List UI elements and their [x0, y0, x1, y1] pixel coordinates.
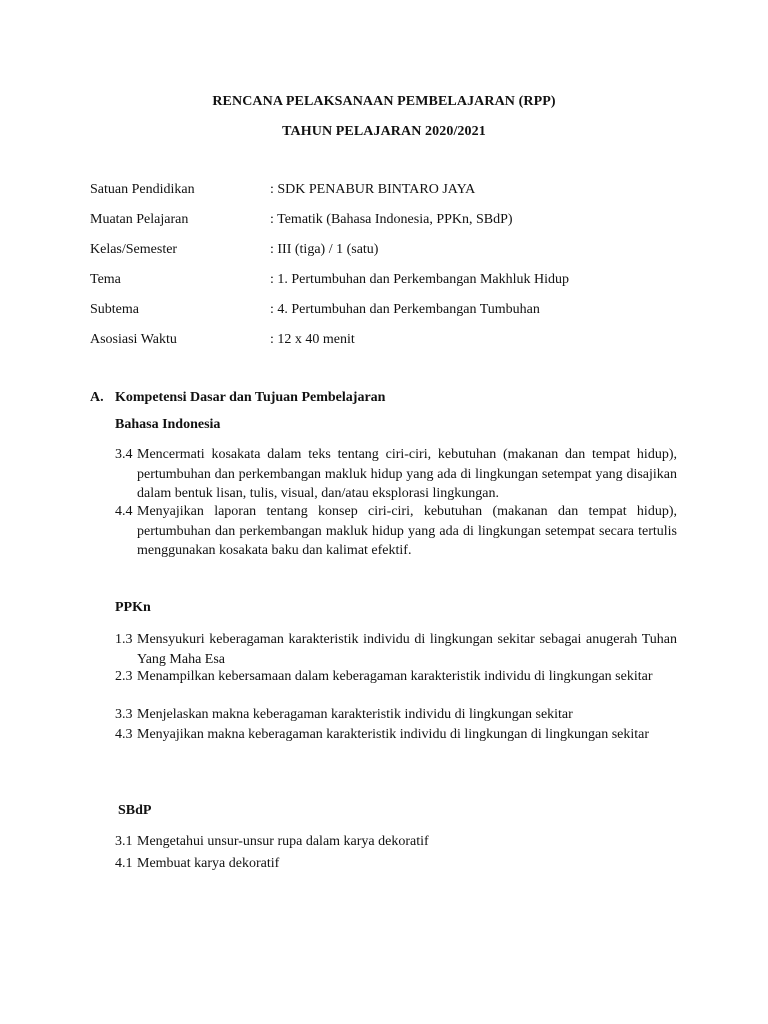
- info-label: Tema: [90, 272, 121, 287]
- competency-item: [115, 832, 677, 852]
- info-value: : SDK PENABUR BINTARO JAYA: [270, 182, 476, 197]
- competency-item: [115, 502, 677, 561]
- info-value: : 12 x 40 menit: [270, 332, 355, 347]
- info-label: Muatan Pelajaran: [90, 212, 189, 227]
- document-title: RENCANA PELAKSANAAN PEMBELAJARAN (RPP): [212, 94, 556, 109]
- info-label: Subtema: [90, 302, 139, 317]
- competency-text: Membuat karya dekoratif: [137, 856, 280, 871]
- info-label: Asosiasi Waktu: [90, 332, 177, 347]
- competency-item: [115, 630, 677, 669]
- competency-number: 4.1: [115, 856, 133, 871]
- info-row-kelas: [90, 242, 690, 262]
- competency-text: Mensyukuri keberagaman karakteristik individu di lingkungan sekitar sebagai anugerah Tuhan Yang Maha Esa: [137, 632, 677, 667]
- competency-text: Menampilkan kebersamaan dalam keberagaman karakteristik individu di lingkungan sekitar: [137, 669, 653, 684]
- academic-year: TAHUN PELAJARAN 2020/2021: [282, 124, 486, 139]
- ppkn-heading: PPKn: [115, 600, 151, 615]
- competency-number: 3.4: [115, 447, 133, 462]
- info-row-satuan: [90, 182, 690, 202]
- competency-number: 3.1: [115, 834, 133, 849]
- competency-number: 3.3: [115, 707, 133, 722]
- competency-text: Menyajikan makna keberagaman karakteristik individu di lingkungan di lingkungan sekitar: [137, 727, 650, 742]
- sbdp-heading: SBdP: [118, 803, 152, 818]
- competency-item: [115, 705, 677, 725]
- competency-item: [115, 725, 677, 745]
- section-a-heading: [90, 390, 385, 406]
- info-value: : III (tiga) / 1 (satu): [270, 242, 379, 257]
- competency-text: Mencermati kosakata dalam teks tentang ciri-ciri, kebutuhan (makanan dan tempat hidup), pertumbuhan dan perkembangan makluk hidup yang ada di lingkungan setempat yang disajikan dalam bentuk lisan, tulis, visual, dan/atau eksplorasi lingkungan.: [137, 447, 677, 501]
- info-value: : 1. Pertumbuhan dan Perkembangan Makhluk Hidup: [270, 272, 570, 287]
- section-title: Kompetensi Dasar dan Tujuan Pembelajaran: [115, 390, 386, 405]
- competency-number: 4.3: [115, 727, 133, 742]
- competency-item: [115, 667, 677, 687]
- competency-item: [115, 854, 677, 874]
- competency-number: 4.4: [115, 504, 133, 519]
- info-row-muatan: [90, 212, 690, 232]
- competency-text: Menjelaskan makna keberagaman karakteristik individu di lingkungan sekitar: [137, 707, 573, 722]
- competency-text: Menyajikan laporan tentang konsep ciri-ciri, kebutuhan (makanan dan tempat hidup), pertumbuhan dan perkembangan makluk hidup yang ada di lingkungan setempat secara tertulis menggunakan kosakata baku dan kalimat efektif.: [137, 504, 677, 558]
- section-letter: A.: [90, 390, 104, 405]
- info-value: : Tematik (Bahasa Indonesia, PPKn, SBdP): [270, 212, 513, 227]
- bahasa-heading: Bahasa Indonesia: [115, 417, 221, 432]
- info-label: Kelas/Semester: [90, 242, 178, 257]
- info-label: Satuan Pendidikan: [90, 182, 195, 197]
- info-row-tema: [90, 272, 690, 292]
- competency-number: 2.3: [115, 669, 133, 684]
- competency-text: Mengetahui unsur-unsur rupa dalam karya dekoratif: [137, 834, 429, 849]
- competency-number: 1.3: [115, 632, 133, 647]
- info-value: : 4. Pertumbuhan dan Perkembangan Tumbuhan: [270, 302, 540, 317]
- competency-item: [115, 445, 677, 504]
- info-row-subtema: [90, 302, 690, 322]
- info-row-waktu: [90, 332, 690, 352]
